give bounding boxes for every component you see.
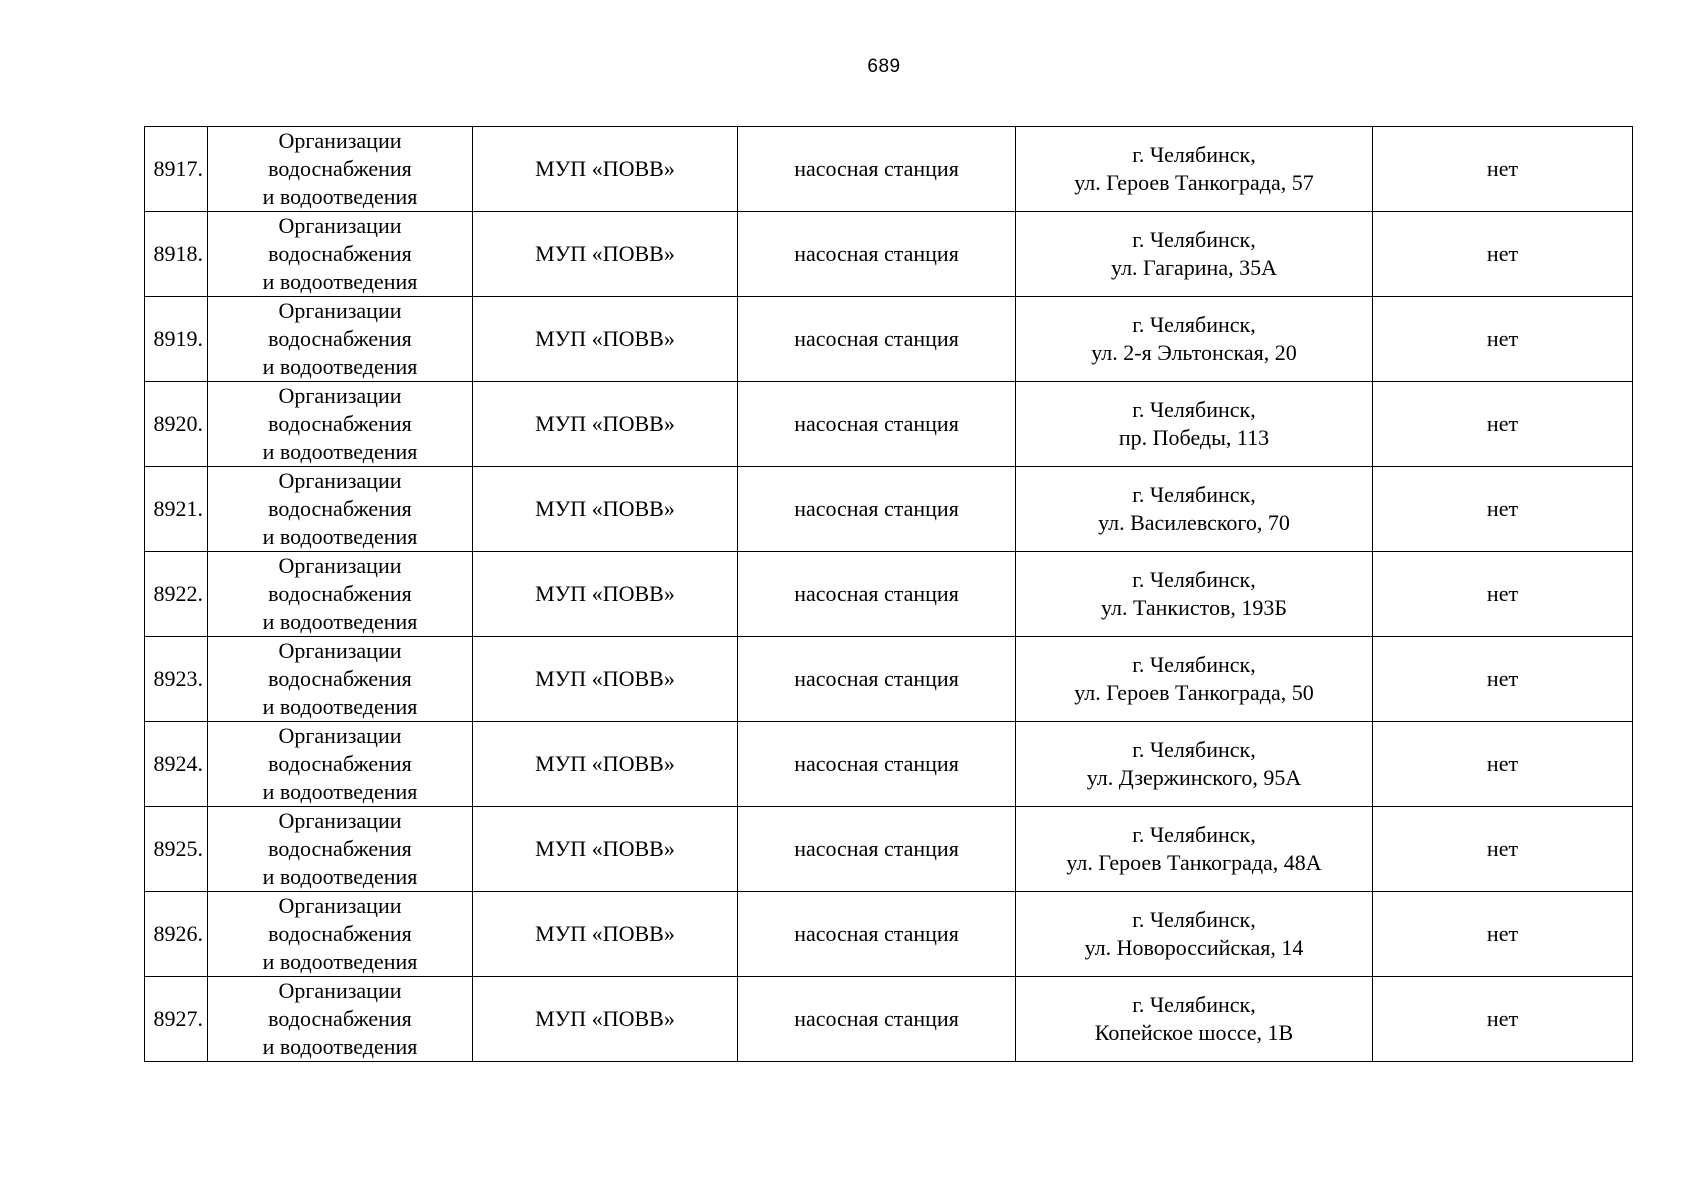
organization-type: [208, 382, 473, 467]
flag-value: нет: [1373, 722, 1633, 807]
organization-type-line: водоснабжения: [268, 411, 412, 436]
flag-value: нет: [1373, 807, 1633, 892]
address-city: г. Челябинск,: [1132, 737, 1256, 762]
organization-type-line: Организации: [278, 128, 402, 153]
row-number: 8920.: [145, 382, 208, 467]
object-type: насосная станция: [738, 637, 1016, 722]
table-row: [145, 297, 1633, 382]
organization-type-line: и водоотведения: [262, 524, 418, 549]
organization-type: [208, 637, 473, 722]
table-row: [145, 127, 1633, 212]
row-number: 8919.: [145, 297, 208, 382]
registry-table: [144, 126, 1633, 1062]
object-address: [1016, 892, 1373, 977]
organization-name: МУП «ПОВВ»: [473, 722, 738, 807]
table-row: [145, 552, 1633, 637]
organization-type-line: Организации: [278, 383, 402, 408]
organization-type-line: водоснабжения: [268, 326, 412, 351]
organization-type-line: Организации: [278, 723, 402, 748]
row-number: 8917.: [145, 127, 208, 212]
address-street: ул. Василевского, 70: [1098, 510, 1290, 535]
table-row: [145, 722, 1633, 807]
object-type: насосная станция: [738, 892, 1016, 977]
object-type: насосная станция: [738, 467, 1016, 552]
organization-type-line: и водоотведения: [262, 1034, 418, 1059]
address-city: г. Челябинск,: [1132, 142, 1256, 167]
organization-type: [208, 977, 473, 1062]
address-street: Копейское шоссе, 1В: [1094, 1020, 1294, 1045]
row-number: 8924.: [145, 722, 208, 807]
organization-type-line: водоснабжения: [268, 1006, 412, 1031]
organization-type: [208, 807, 473, 892]
organization-type: [208, 892, 473, 977]
organization-name: МУП «ПОВВ»: [473, 807, 738, 892]
object-address: [1016, 212, 1373, 297]
object-address: [1016, 977, 1373, 1062]
flag-value: нет: [1373, 892, 1633, 977]
organization-type-line: Организации: [278, 978, 402, 1003]
flag-value: нет: [1373, 977, 1633, 1062]
organization-type-line: водоснабжения: [268, 921, 412, 946]
address-city: г. Челябинск,: [1132, 567, 1256, 592]
organization-type-line: и водоотведения: [262, 609, 418, 634]
object-type: насосная станция: [738, 722, 1016, 807]
organization-type: [208, 467, 473, 552]
organization-type-line: и водоотведения: [262, 184, 418, 209]
object-type: насосная станция: [738, 212, 1016, 297]
organization-type-line: Организации: [278, 213, 402, 238]
object-address: [1016, 722, 1373, 807]
row-number: 8926.: [145, 892, 208, 977]
flag-value: нет: [1373, 297, 1633, 382]
organization-type-line: водоснабжения: [268, 751, 412, 776]
organization-type-line: и водоотведения: [262, 694, 418, 719]
row-number: 8918.: [145, 212, 208, 297]
address-street: ул. Танкистов, 193Б: [1100, 595, 1287, 620]
object-address: [1016, 807, 1373, 892]
organization-type-line: водоснабжения: [268, 581, 412, 606]
organization-type-line: и водоотведения: [262, 949, 418, 974]
organization-type: [208, 127, 473, 212]
flag-value: нет: [1373, 212, 1633, 297]
organization-name: МУП «ПОВВ»: [473, 297, 738, 382]
organization-type-line: и водоотведения: [262, 269, 418, 294]
organization-type-line: и водоотведения: [262, 354, 418, 379]
organization-name: МУП «ПОВВ»: [473, 892, 738, 977]
object-type: насосная станция: [738, 807, 1016, 892]
table-row: [145, 977, 1633, 1062]
registry-table-body: [145, 127, 1633, 1062]
organization-type-line: водоснабжения: [268, 496, 412, 521]
table-row: [145, 212, 1633, 297]
row-number: 8921.: [145, 467, 208, 552]
page-number: 689: [867, 56, 901, 77]
object-address: [1016, 127, 1373, 212]
object-type: насосная станция: [738, 382, 1016, 467]
object-type: насосная станция: [738, 552, 1016, 637]
organization-type: [208, 212, 473, 297]
address-city: г. Челябинск,: [1132, 227, 1256, 252]
organization-name: МУП «ПОВВ»: [473, 637, 738, 722]
object-address: [1016, 297, 1373, 382]
organization-type-line: Организации: [278, 808, 402, 833]
address-street: ул. Героев Танкограда, 50: [1074, 680, 1314, 705]
organization-type-line: Организации: [278, 553, 402, 578]
address-city: г. Челябинск,: [1132, 907, 1256, 932]
flag-value: нет: [1373, 467, 1633, 552]
address-street: ул. 2-я Эльтонская, 20: [1091, 340, 1297, 365]
organization-type-line: водоснабжения: [268, 666, 412, 691]
organization-type-line: и водоотведения: [262, 779, 418, 804]
organization-type-line: водоснабжения: [268, 241, 412, 266]
object-address: [1016, 552, 1373, 637]
organization-name: МУП «ПОВВ»: [473, 382, 738, 467]
flag-value: нет: [1373, 637, 1633, 722]
address-street: пр. Победы, 113: [1118, 425, 1270, 450]
address-city: г. Челябинск,: [1132, 397, 1256, 422]
address-city: г. Челябинск,: [1132, 822, 1256, 847]
organization-type: [208, 552, 473, 637]
organization-type-line: Организации: [278, 298, 402, 323]
organization-name: МУП «ПОВВ»: [473, 552, 738, 637]
object-type: насосная станция: [738, 127, 1016, 212]
address-street: ул. Героев Танкограда, 57: [1074, 170, 1314, 195]
organization-type-line: Организации: [278, 468, 402, 493]
organization-type-line: Организации: [278, 638, 402, 663]
organization-name: МУП «ПОВВ»: [473, 127, 738, 212]
table-row: [145, 807, 1633, 892]
flag-value: нет: [1373, 552, 1633, 637]
organization-type-line: Организации: [278, 893, 402, 918]
organization-type-line: и водоотведения: [262, 439, 418, 464]
object-type: насосная станция: [738, 297, 1016, 382]
object-address: [1016, 382, 1373, 467]
address-street: ул. Гагарина, 35А: [1111, 255, 1277, 280]
row-number: 8925.: [145, 807, 208, 892]
organization-type: [208, 722, 473, 807]
organization-type-line: водоснабжения: [268, 156, 412, 181]
organization-name: МУП «ПОВВ»: [473, 977, 738, 1062]
table-row: [145, 637, 1633, 722]
organization-name: МУП «ПОВВ»: [473, 212, 738, 297]
table-row: [145, 467, 1633, 552]
address-city: г. Челябинск,: [1132, 652, 1256, 677]
row-number: 8927.: [145, 977, 208, 1062]
address-street: ул. Новороссийская, 14: [1084, 935, 1304, 960]
address-street: ул. Дзержинского, 95А: [1086, 765, 1302, 790]
flag-value: нет: [1373, 127, 1633, 212]
address-city: г. Челябинск,: [1132, 992, 1256, 1017]
address-street: ул. Героев Танкограда, 48А: [1066, 850, 1322, 875]
object-type: насосная станция: [738, 977, 1016, 1062]
address-city: г. Челябинск,: [1132, 312, 1256, 337]
organization-type-line: водоснабжения: [268, 836, 412, 861]
flag-value: нет: [1373, 382, 1633, 467]
table-row: [145, 892, 1633, 977]
organization-type-line: и водоотведения: [262, 864, 418, 889]
organization-name: МУП «ПОВВ»: [473, 467, 738, 552]
table-row: [145, 382, 1633, 467]
row-number: 8923.: [145, 637, 208, 722]
address-city: г. Челябинск,: [1132, 482, 1256, 507]
organization-type: [208, 297, 473, 382]
object-address: [1016, 467, 1373, 552]
object-address: [1016, 637, 1373, 722]
row-number: 8922.: [145, 552, 208, 637]
